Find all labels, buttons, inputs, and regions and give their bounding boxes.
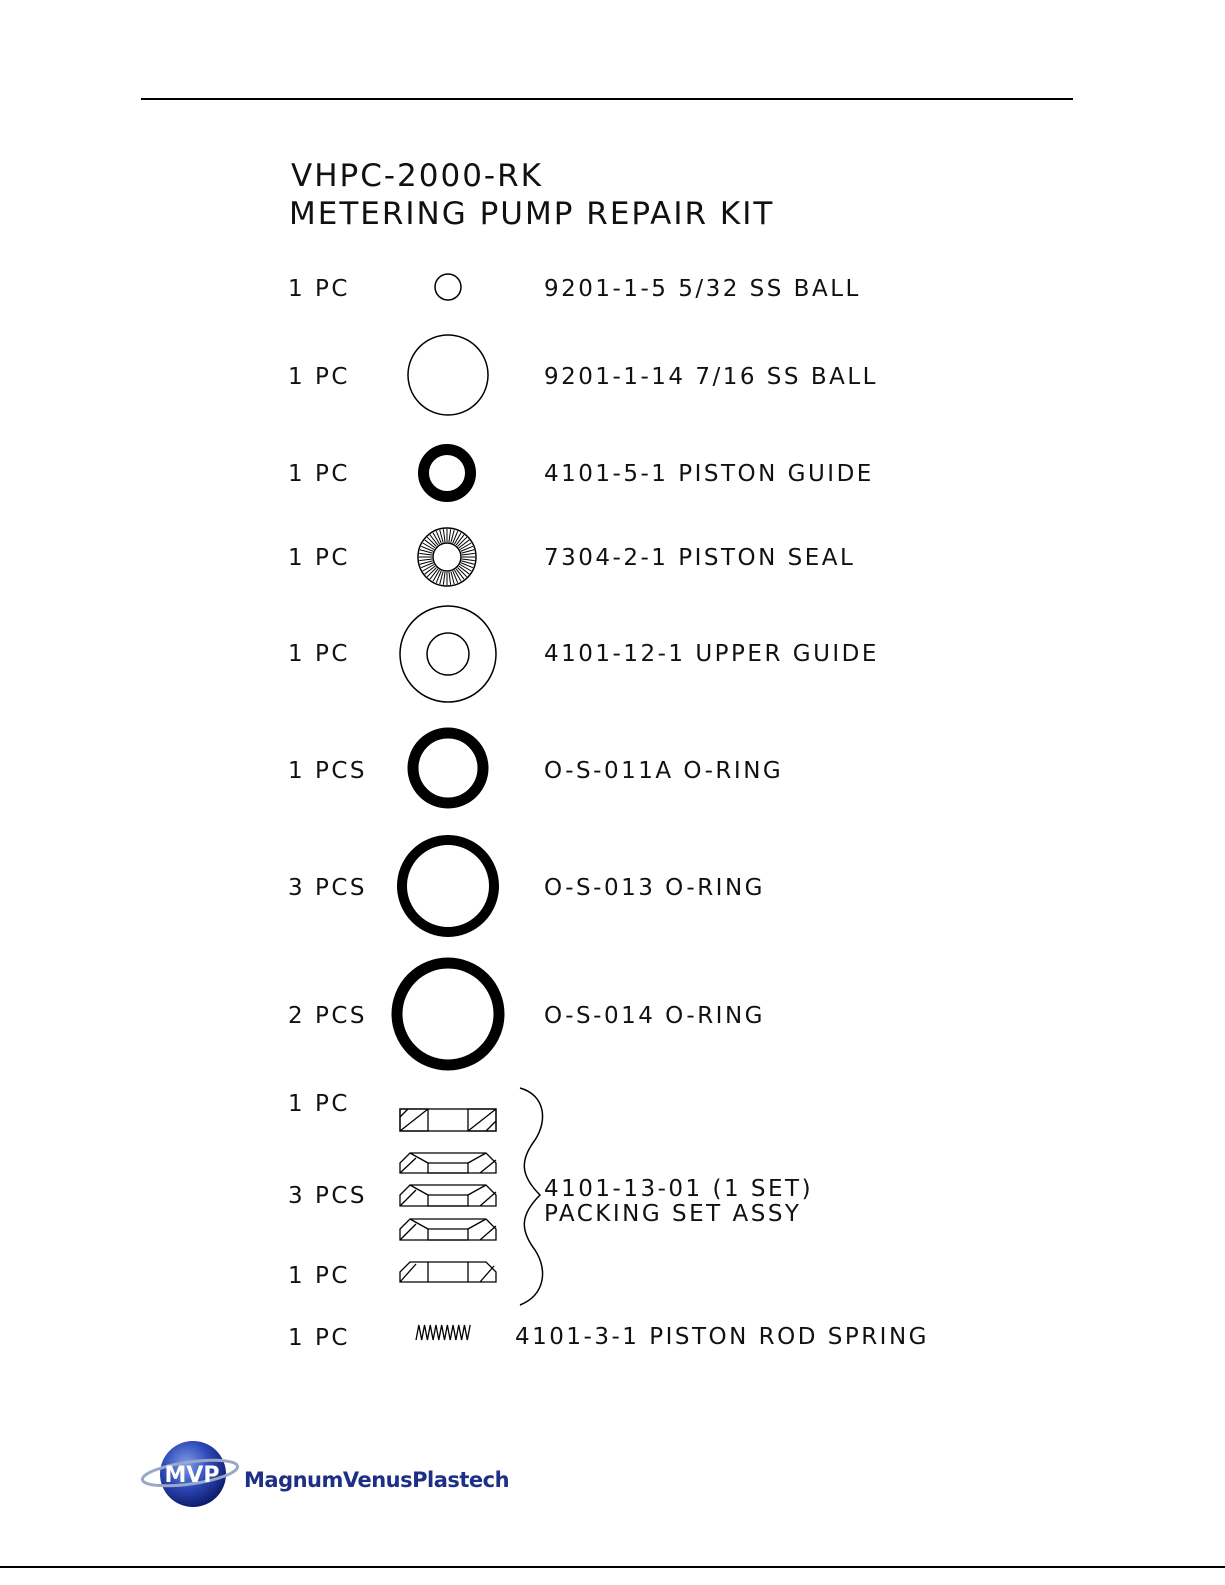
spring-description: 4101-3-1 PISTON ROD SPRING (515, 1324, 929, 1350)
spring-icon (416, 1325, 470, 1340)
packing-qty-middle: 3 PCS (288, 1183, 367, 1209)
small-ball-icon (435, 274, 461, 300)
o-ring-014-icon (397, 963, 499, 1065)
packing-description-line2: PACKING SET ASSY (544, 1201, 802, 1227)
spring-qty: 1 PC (288, 1325, 350, 1351)
document-subtitle: METERING PUMP REPAIR KIT (289, 196, 775, 232)
piston-seal-icon (418, 528, 476, 586)
o-ring-011a-icon (413, 733, 483, 803)
part-description: 9201-1-14 7/16 SS BALL (544, 364, 878, 390)
document-title: VHPC-2000-RK (291, 158, 543, 194)
svg-text:MVP: MVP (164, 1463, 220, 1488)
part-description: 7304-2-1 PISTON SEAL (544, 545, 856, 571)
brace-icon (520, 1088, 543, 1305)
o-ring-013-icon (402, 840, 494, 932)
logo-brand-text: MagnumVenusPlastech (244, 1468, 510, 1492)
part-qty: 1 PC (288, 461, 350, 487)
part-qty: 1 PC (288, 276, 350, 302)
company-logo (140, 1436, 510, 1516)
logo-globe-icon (140, 1436, 250, 1516)
part-qty: 3 PCS (288, 875, 367, 901)
part-qty: 1 PC (288, 364, 350, 390)
part-description: O-S-014 O-RING (544, 1003, 765, 1029)
part-description: O-S-013 O-RING (544, 875, 765, 901)
part-description: 4101-5-1 PISTON GUIDE (544, 461, 874, 487)
piston-guide-icon (424, 450, 471, 497)
part-description: 9201-1-5 5/32 SS BALL (544, 276, 861, 302)
part-description: 4101-12-1 UPPER GUIDE (544, 641, 879, 667)
part-qty: 1 PCS (288, 758, 367, 784)
packing-set-icon (400, 1109, 496, 1282)
packing-qty-top: 1 PC (288, 1091, 350, 1117)
upper-guide-icon (400, 606, 496, 702)
bottom-rule (0, 1566, 1225, 1568)
large-ball-icon (408, 335, 488, 415)
packing-description-line1: 4101-13-01 (1 SET) (544, 1176, 814, 1202)
part-qty: 1 PC (288, 545, 350, 571)
part-description: O-S-011A O-RING (544, 758, 784, 784)
top-rule (141, 98, 1073, 100)
part-qty: 1 PC (288, 641, 350, 667)
part-qty: 2 PCS (288, 1003, 367, 1029)
packing-qty-bottom: 1 PC (288, 1263, 350, 1289)
